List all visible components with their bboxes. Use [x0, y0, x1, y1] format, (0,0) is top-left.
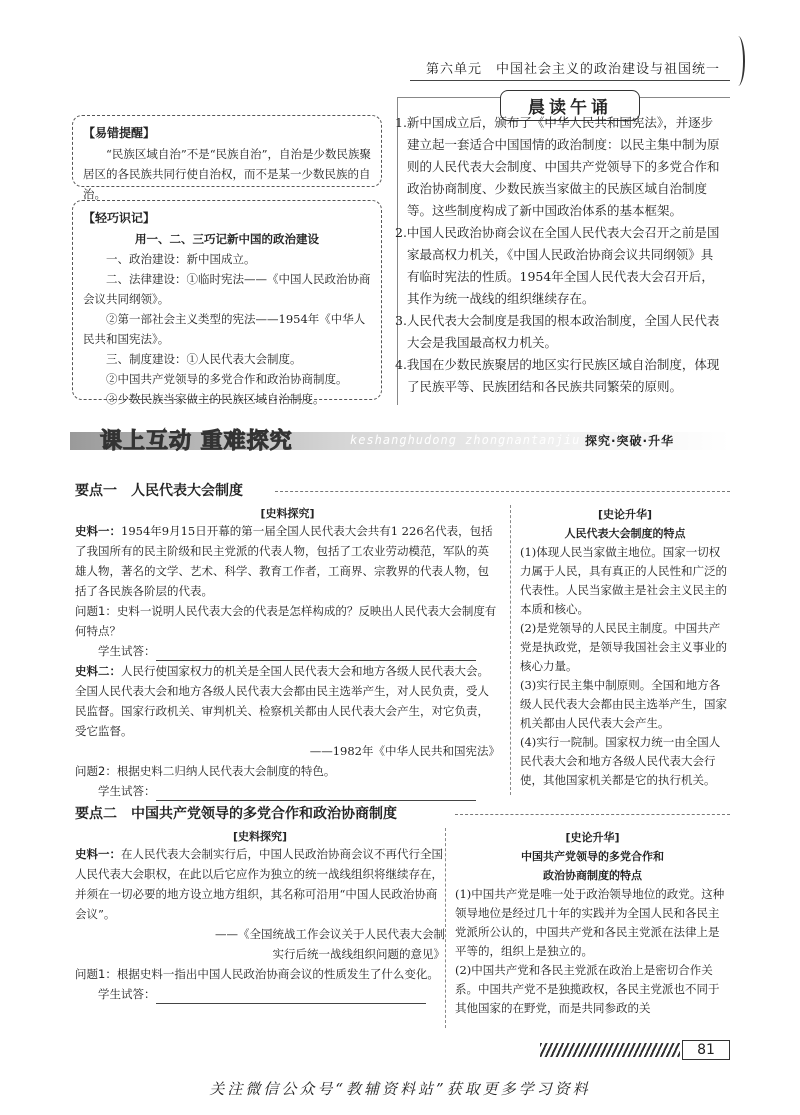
unit-header: 第六单元 中国社会主义的政治建设与祖国统一: [425, 62, 720, 77]
kp2-summary-title-1: 中国共产党领导的多党合作和: [521, 850, 664, 863]
kp2-summary-title-2: 政治协商制度的特点: [543, 869, 642, 882]
kp1-try2-label: 学生试答：: [98, 784, 156, 798]
morning-reading-item: 2.中国人民政治协商会议在全国人民代表大会召开之前是国家最高权力机关，《中国人民政治协商会议共同纲领》具有临时宪法的性质。1954年全国人民代表大会召开后，其作为统一战线的组织继续存在。: [395, 225, 720, 306]
kp2-summary-item: (2)中国共产党和各民主党派在政治上是密切合作关系。中国共产党不是独揽政权，各民主党派也不同于其他国家的在野党，而是共同参政的关: [455, 963, 720, 1015]
kp1-summary-item: (2)是党领导的人民民主制度。中国共产党是执政党，是领导我国社会主义事业的核心力量。: [520, 621, 727, 673]
kp1-right-column: [520, 505, 730, 790]
kp1-source1-text: 1954年9月15日开幕的第一届全国人民代表大会共有1 226名代表，包括了我国所有的民主阶级和民主党派的代表人物，包括了工农业劳动模范，军队的英雄人物，著名的文学、艺术、科学、教育工作者，工商界、宗教界的代表人物，包括了各民族各阶层的代表。: [75, 524, 493, 598]
kp2-left-column: [75, 828, 445, 1004]
kp1-source1-label: 史料一：: [75, 524, 121, 538]
morning-reading-list: [395, 112, 725, 398]
morning-reading-item: 1.新中国成立后，颁布了《中华人民共和国宪法》，并逐步建立起一套适合中国国情的政治制度：以民主集中制为原则的人民代表大会制度、中国共产党领导下的多党合作和政治协商制度、少数民族当家做主的民族区域自治制度等。这些制度构成了新中国政治体系的基本框架。: [395, 115, 720, 218]
header-rule: [410, 80, 730, 81]
kp1-source2-label: 史料二：: [75, 664, 121, 678]
kp2-answer1-input[interactable]: [156, 992, 426, 1004]
kp1-summary-item: (4)实行一院制。国家权力统一由全国人民代表大会和地方各级人民代表大会行使，其他国家机关都是它的执行机关。: [520, 735, 721, 787]
kp2-summary-item: (1)中国共产党是唯一处于政治领导地位的政党。这种领导地位是经过几十年的实践并为全国人民和各民主党派所公认的，中国共产党和各民主党派在法律上是平等的，组织上是独立的。: [455, 887, 725, 958]
banner-pinyin: keshanghudong zhongnantanjiu: [350, 433, 581, 447]
kp1-source-heading: [史料探究]: [260, 507, 315, 520]
memory-line: ③少数民族当家做主的民族区域自治制度。: [106, 392, 325, 406]
memory-tip-subtitle: 用一、二、三巧记新中国的政治建设: [135, 232, 319, 246]
kp1-source2-text: 人民行使国家权力的机关是全国人民代表大会和地方各级人民代表大会。全国人民代表大会和地方各级人民代表大会都由民主选举产生，对人民负责，受人民监督。国家行政机关、审判机关、检察机关都由人民代表大会产生，对它负责，受它监督。: [75, 664, 489, 738]
kp1-question1: 问题1：史料一说明人民代表大会的代表是怎样构成的？反映出人民代表大会制度有何特点？: [75, 604, 497, 638]
kp2-source1-label: 史料一：: [75, 847, 121, 861]
kp1-divider: [510, 505, 511, 795]
kp2-right-column: [455, 828, 730, 1018]
kp1-summary-item: (3)实行民主集中制原则。全国和地方各级人民代表大会都由民主选举产生，国家机关都由人民代表大会产生。: [520, 678, 727, 730]
memory-line: 一、政治建设：新中国成立。: [106, 252, 256, 266]
kp2-question1: 问题1：根据史料一指出中国人民政治协商会议的性质发生了什么变化。: [75, 967, 439, 981]
memory-line: ②第一部社会主义类型的宪法——1954年《中华人民共和国宪法》。: [83, 312, 366, 346]
kp1-source2-citation: ——1982年《中华人民共和国宪法》: [309, 744, 500, 758]
kp1-summary-heading: [史论升华]: [597, 508, 653, 521]
page-number-bar: [540, 1043, 680, 1057]
memory-tip-title: 【轻巧识记】: [83, 211, 156, 225]
key-point-rule: [275, 491, 730, 492]
kp1-try1-label: 学生试答：: [98, 644, 156, 658]
kp2-citation-line2: 实行后统一战线组织问题的意见》: [272, 947, 445, 961]
banner-slogan: 探究·突破·升华: [585, 434, 675, 448]
kp2-divider: [445, 828, 446, 1028]
memory-tip-box: [72, 200, 382, 406]
error-tip-title: 【易错提醒】: [83, 126, 156, 140]
kp2-summary-heading: [史论升华]: [565, 831, 620, 844]
key-point-1-title: 要点一 人民代表大会制度: [75, 483, 243, 499]
kp2-source-heading: [史料探究]: [232, 830, 288, 843]
morning-reading-item: 4.我国在少数民族聚居的地区实行民族区域自治制度，体现了民族平等、民族团结和各民族共同繁荣的原则。: [395, 357, 720, 394]
kp2-try1-label: 学生试答：: [98, 987, 156, 1001]
memory-line: 三、制度建设：①人民代表大会制度。: [106, 352, 302, 366]
kp1-answer2-input[interactable]: [156, 789, 476, 801]
key-point-rule: [455, 814, 730, 815]
banner-title: 课上互动 重难探究: [100, 429, 293, 454]
memory-line: ②中国共产党领导的多党合作和政治协商制度。: [106, 372, 348, 386]
kp2-source1-text: 在人民代表大会制实行后，中国人民政治协商会议不再代行全国人民代表大会职权，在此以后它应作为独立的统一战线组织将继续存在，并须在一切必要的地方设立地方组织，其名称可沿用“中国人民政治协商会议”。: [75, 847, 443, 921]
memory-line: 二、法律建设：①临时宪法——《中国人民政治协商会议共同纲领》。: [83, 272, 371, 306]
footer-note: 关注微信公众号“教辅资料站”获取更多学习资料: [209, 1080, 591, 1098]
kp1-summary-item: (1)体现人民当家做主地位。国家一切权力属于人民，具有真正的人民性和广泛的代表性。人民当家做主是社会主义民主的本质和核心。: [520, 545, 727, 616]
kp1-question2: 问题2：根据史料二归纳人民代表大会制度的特色。: [75, 764, 336, 778]
morning-reading-title: 晨读午诵: [500, 90, 640, 121]
kp2-citation-line1: ——《全国统战工作会议关于人民代表大会制: [215, 927, 445, 941]
error-tip-box: [72, 115, 382, 201]
key-point-2-title: 要点二 中国共产党领导的多党合作和政治协商制度: [75, 806, 397, 822]
page-number: 81: [682, 1040, 730, 1060]
kp1-summary-title: 人民代表大会制度的特点: [564, 527, 686, 540]
morning-reading-item: 3.人民代表大会制度是我国的根本政治制度，全国人民代表大会是我国最高权力机关。: [395, 313, 720, 350]
kp1-left-column: [75, 505, 500, 801]
error-tip-text: “民族区域自治”不是“民族自治”，自治是少数民族聚居区的各民族共同行使自治权，而不是某一少数民族的自治。: [83, 147, 372, 201]
header-bracket: [731, 36, 745, 86]
kp1-answer1-input[interactable]: [156, 649, 476, 661]
